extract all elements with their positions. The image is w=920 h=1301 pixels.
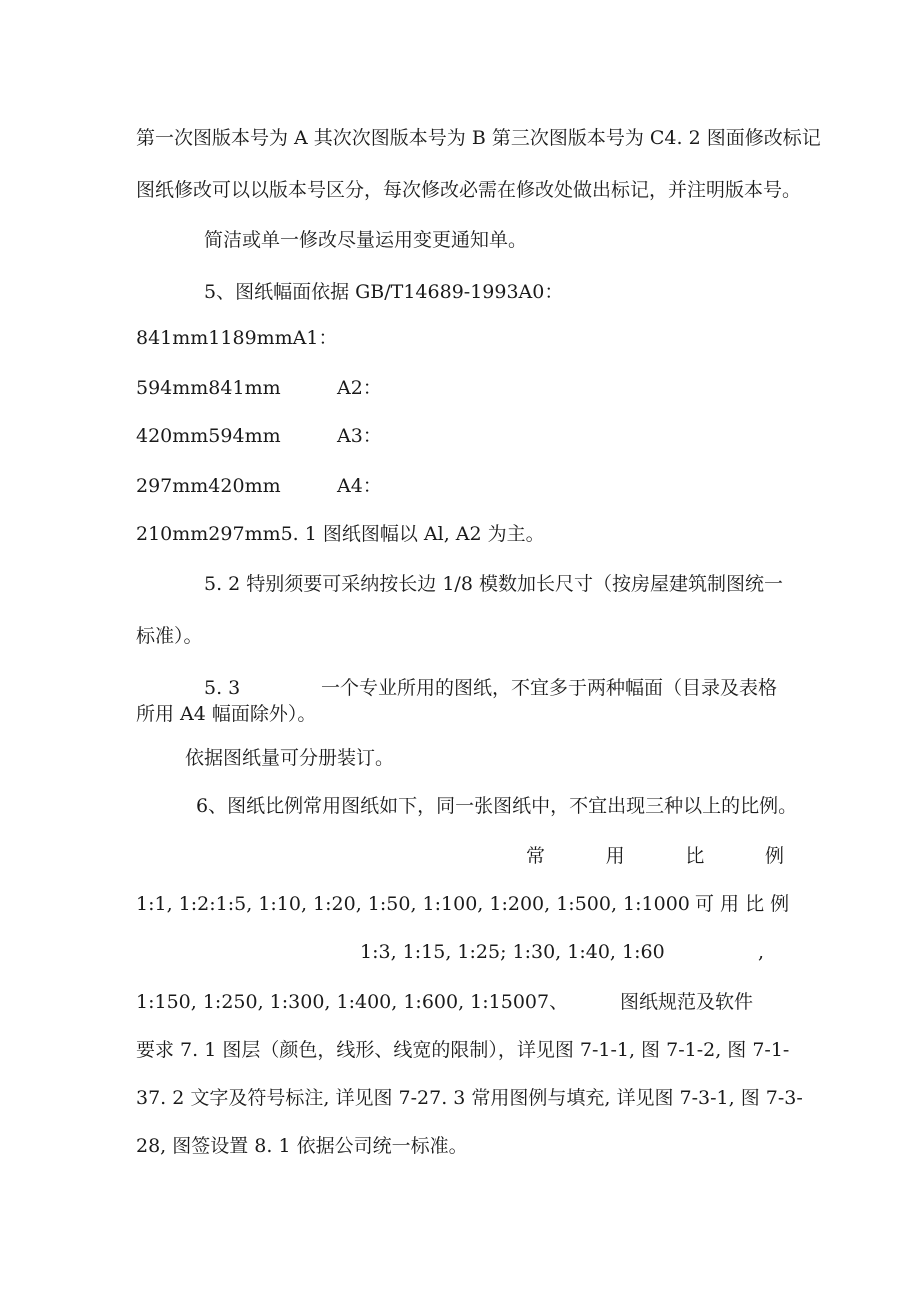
paragraph-5-3-line2: 所用 A4 幅面除外）。: [136, 703, 317, 725]
common-scale-label: [526, 844, 784, 868]
sheet-size-a2-dim: 420mm594mm: [136, 425, 281, 447]
common-scale-char: 用: [605, 845, 625, 867]
sheet-size-a1-label: A2：: [337, 377, 382, 399]
usable-ratios-list: 1:3, 1:15, 1:25; 1:30, 1:40, 1:60: [360, 941, 665, 963]
section-7-title: 图纸规范及软件: [620, 991, 754, 1013]
common-scale-char: 例: [764, 845, 784, 867]
paragraph-revision-line1: 第一次图版本号为 A 其次次图版本号为 B 第三次图版本号为 C4. 2 图面修改标记: [136, 127, 821, 149]
paragraph-5-3-number: 5. 3: [204, 677, 241, 699]
common-ratios-list: 1:1, 1:2:1:5, 1:10, 1:20, 1:50, 1:100, 1:200, 1:500, 1:1000: [136, 893, 690, 915]
more-ratios-list: 1:150, 1:250, 1:300, 1:400, 1:600, 1:15007、: [136, 991, 569, 1013]
usable-scale-label: 可 用 比 例: [695, 893, 790, 915]
sheet-size-a3-dim: 297mm420mm: [136, 475, 281, 497]
sheet-size-a1-dim: 594mm841mm: [136, 377, 281, 399]
paragraph-5-3-text: 一个专业所用的图纸，不宜多于两种幅面（目录及表格: [321, 677, 778, 699]
section-7-line3: 28, 图签设置 8. 1 依据公司统一标准。: [136, 1135, 468, 1157]
common-scale-char: 常: [526, 845, 546, 867]
sheet-size-a0: 841mm1189mmA1：: [136, 327, 338, 349]
paragraph-change-notice: 简洁或单一修改尽量运用变更通知单。: [204, 229, 528, 251]
paragraph-5-2-line2: 标准）。: [136, 625, 203, 647]
sheet-size-a4: 210mm297mm5. 1 图纸图幅以 Al, A2 为主。: [136, 523, 545, 545]
sheet-size-a3-label: A4：: [337, 475, 382, 497]
section-7-line2: 37. 2 文字及符号标注, 详见图 7-27. 3 常用图例与填充, 详见图 7-3-1, 图 7-3-: [136, 1087, 803, 1109]
section-6-heading: 6、图纸比例常用图纸如下，同一张图纸中，不宜出现三种以上的比例。: [196, 795, 798, 817]
usable-ratios-comma: ,: [758, 941, 765, 963]
paragraph-5-2-line1: 5. 2 特别须要可采纳按长边 1/8 模数加长尺寸（按房屋建筑制图统一: [204, 573, 783, 595]
section-7-line1: 要求 7. 1 图层（颜色，线形、线宽的限制），详见图 7-1-1, 图 7-1-2, 图 7-1-: [136, 1039, 790, 1061]
sheet-size-a2-label: A3：: [337, 425, 382, 447]
paragraph-binding: 依据图纸量可分册装订。: [185, 747, 395, 769]
paragraph-revision-line2: 图纸修改可以以版本号区分，每次修改必需在修改处做出标记，并注明版本号。: [136, 179, 802, 201]
common-scale-char: 比: [685, 845, 705, 867]
section-5-heading: 5、图纸幅面依据 GB/T14689-1993A0：: [204, 281, 564, 303]
